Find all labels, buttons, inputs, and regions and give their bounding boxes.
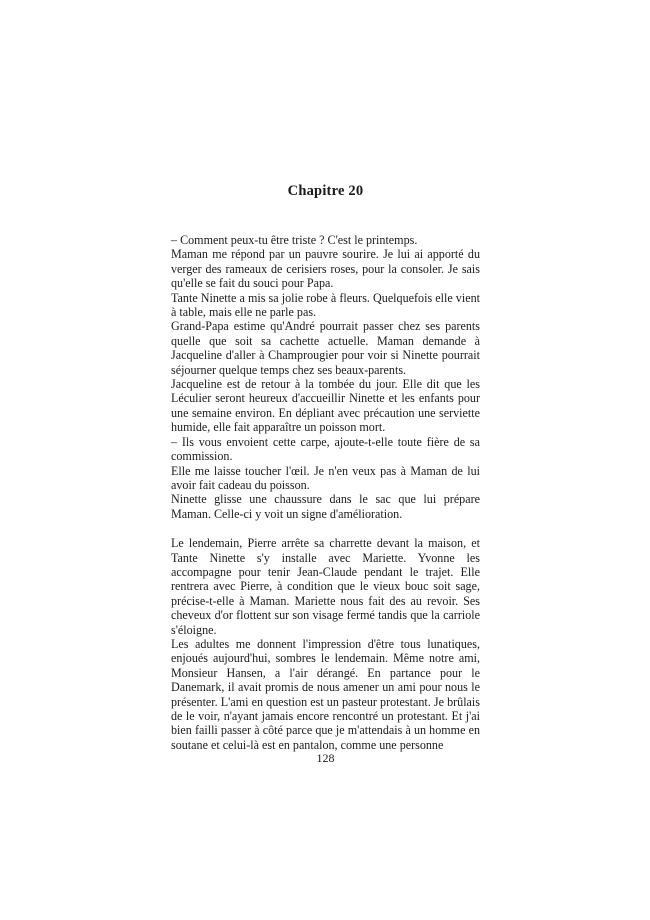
paragraph: – Ils vous envoient cette carpe, ajoute-t-elle toute fière de sa commission. xyxy=(171,434,480,464)
paragraph: Ninette glisse une chaussure dans le sac que lui prépare Maman. Celle-ci y voit un signe d'amélioration. xyxy=(171,492,480,521)
text-block xyxy=(171,233,480,752)
chapter-title: Chapitre 20 xyxy=(287,183,364,199)
paragraph: Tante Ninette a mis sa jolie robe à fleurs. Quelquefois elle vient à table, mais elle ne parle pas. xyxy=(171,290,480,320)
paragraph: Le lendemain, Pierre arrête sa charrette devant la maison, et Tante Ninette s'y installe avec Mariette. Yvonne les accompagne pour tenir Jean-Claude pendant le trajet. Elle rentrera avec Pierre, à condition que le vieux bouc soit sage, précise-t-elle à Maman. Mariette nous fait des au revoir. Ses cheveux d'or flottent sur son visage fermé tandis que la carriole s'éloigne. xyxy=(171,536,480,637)
paragraph: Grand-Papa estime qu'André pourrait passer chez ses parents quelle que soit sa cachette actuelle. Maman demande à Jacqueline d'aller à Champrougier pour voir si Ninette pourrait séjourner quelque temps chez ses beaux-parents. xyxy=(171,319,480,377)
paragraph: Maman me répond par un pauvre sourire. Je lui ai apporté du verger des rameaux de cerisiers roses, pour la consoler. Je sais qu'elle se fait du souci pour Papa. xyxy=(171,247,480,291)
paragraph: Elle me laisse toucher l'œil. Je n'en veux pas à Maman de lui avoir fait cadeau du poisson. xyxy=(171,463,480,492)
page-number: 128 xyxy=(316,751,335,765)
paragraph: Jacqueline est de retour à la tombée du jour. Elle dit que les Léculier seront heureux d'accueillir Ninette et les enfants pour une semaine environ. En dépliant avec précaution une serviette humide, elle fait apparaître un poisson mort. xyxy=(171,377,480,435)
paragraph-spacer xyxy=(171,521,480,536)
paragraph: Les adultes me donnent l'impression d'être tous lunatiques, enjoués aujourd'hui, sombres le lendemain. Même notre ami, Monsieur Hansen, a l'air dérangé. En partance pour le Danemark, il avait promis de nous amener un ami pour nous le présenter. L'ami en question est un pasteur protestant. Je brûlais de le voir, n'ayant jamais encore rencontré un protestant. Et j'ai bien failli passer à côté parce que je m'attendais à un homme en soutane et celui-là est en pantalon, comme une personne xyxy=(171,636,480,752)
paragraph: – Comment peux-tu être triste ? C'est le printemps. xyxy=(171,233,418,247)
